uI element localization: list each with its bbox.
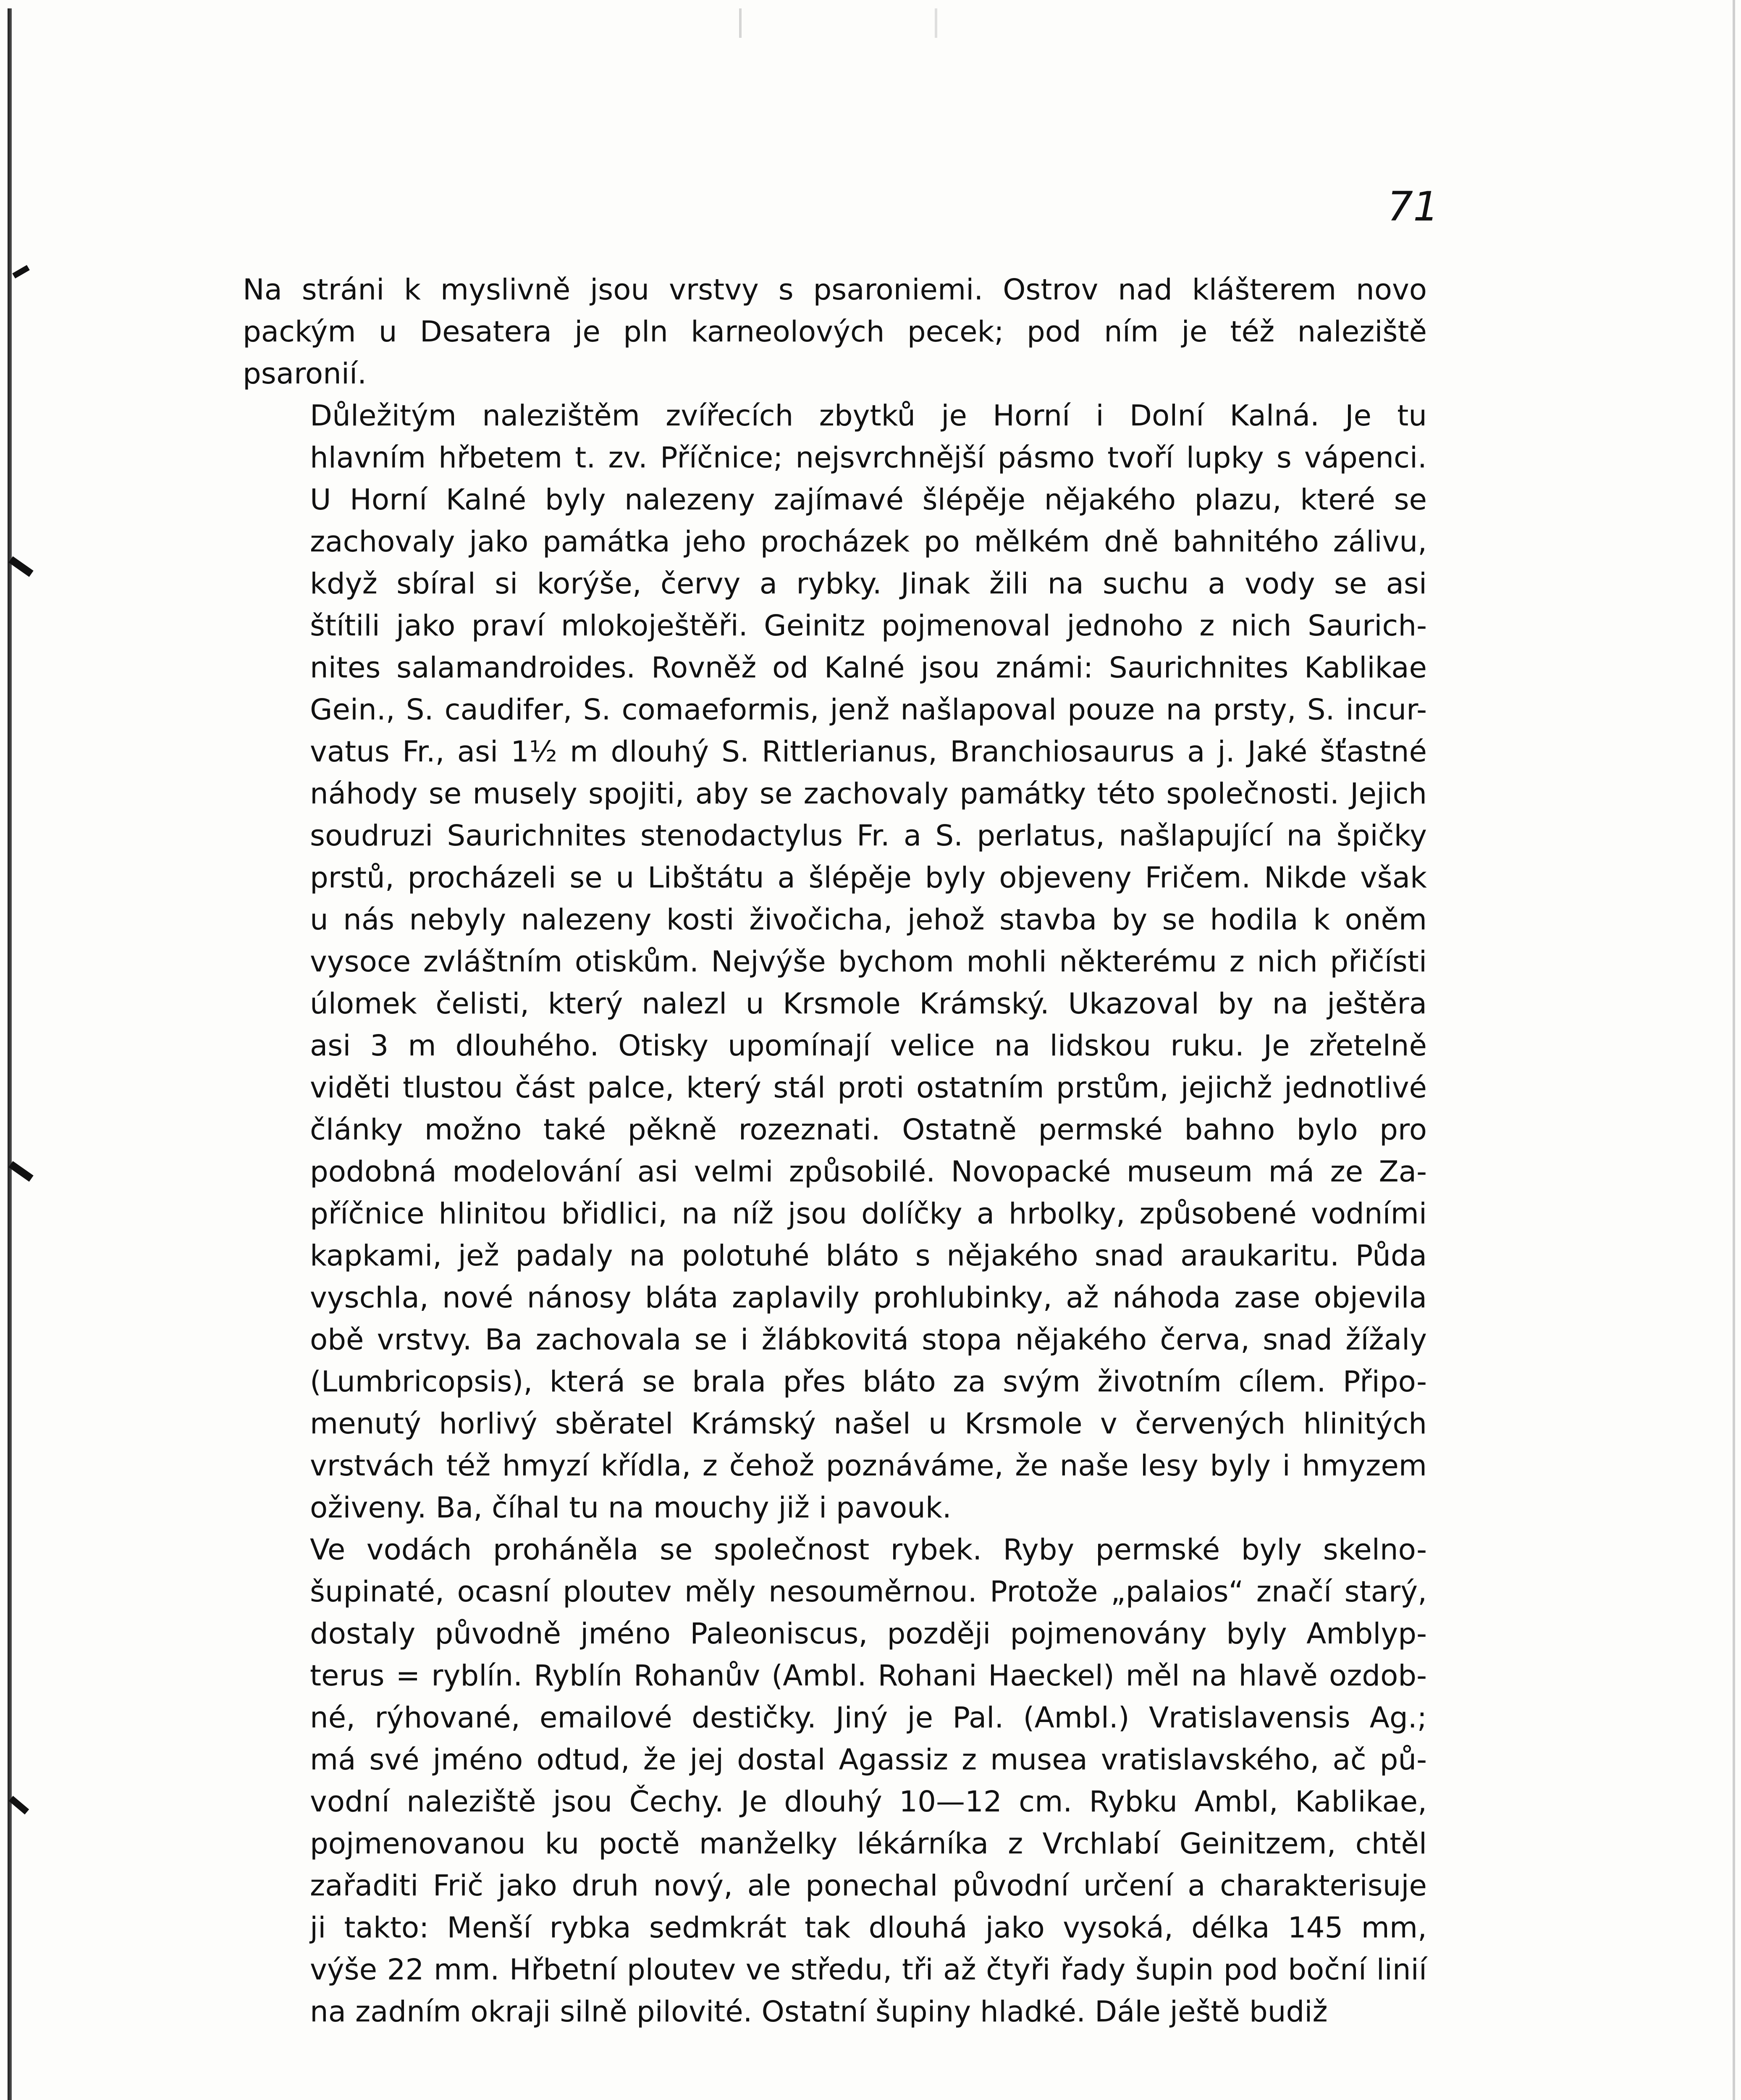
scan-mark-2 (8, 556, 33, 577)
scan-mark-3 (8, 1161, 33, 1181)
text-line: ji takto: Menší rybka sedmkrát tak dlouhá jako vysoká, délka 145 mm, (310, 1911, 1427, 1945)
page-number: 71 (1387, 183, 1439, 230)
text-line: nites salamandroides. Rovněž od Kalné jsou známi: Saurichnites Kablikae (310, 651, 1427, 685)
text-line: vatus Fr., asi 1½ m dlouhý S. Rittlerianus, Branchiosaurus a j. Jaké šťastné (310, 735, 1427, 769)
text-line: u nás nebyly nalezeny kosti živočicha, jehož stavba by se hodila k oněm (310, 903, 1427, 937)
paragraph (243, 269, 1427, 395)
text-line: terus = ryblín. Ryblín Rohanův (Ambl. Rohani Haeckel) měl na hlavě ozdob- (310, 1659, 1427, 1693)
paragraph (243, 395, 1427, 1529)
text-line: né, rýhované, emailové destičky. Jiný je Pal. (Ambl.) Vratislavensis Ag.; (310, 1701, 1427, 1735)
text-line: oživeny. Ba, číhal tu na mouchy již i pavouk. (310, 1491, 952, 1525)
scan-edge-right (1733, 0, 1735, 2100)
text-line: úlomek čelisti, který nalezl u Krsmole Krámský. Ukazoval by na ještěra (310, 987, 1427, 1021)
text-line: Ve vodách proháněla se společnost rybek. Ryby permské byly skelno- (310, 1533, 1427, 1567)
text-line: psaronií. (243, 357, 367, 391)
text-line: packým u Desatera je pln karneolových pecek; pod ním je též naleziště (243, 315, 1427, 349)
text-line: soudruzi Saurichnites stenodactylus Fr. a S. perlatus, našlapující na špičky (310, 819, 1427, 853)
text-line: dostaly původně jméno Paleoniscus, později pojmenovány byly Amblyp- (310, 1617, 1427, 1651)
text-line: příčnice hlinitou břidlici, na níž jsou dolíčky a hrbolky, způsobené vodními (310, 1197, 1427, 1231)
text-line: menutý horlivý sběratel Krámský našel u Krsmole v červených hlinitých (310, 1407, 1427, 1441)
scan-mark-1 (12, 265, 30, 278)
text-line: Gein., S. caudifer, S. comaeformis, jenž našlapoval pouze na prsty, S. incur- (310, 693, 1427, 727)
text-line: pojmenovanou ku poctě manželky lékárníka z Vrchlabí Geinitzem, chtěl (310, 1827, 1427, 1861)
text-line: kapkami, jež padaly na polotuhé bláto s nějakého snad araukaritu. Půda (310, 1239, 1427, 1273)
text-line: články možno také pěkně rozeznati. Ostatně permské bahno bylo pro (310, 1113, 1427, 1147)
text-line: když sbíral si korýše, červy a rybky. Jinak žili na suchu a vody se asi (310, 567, 1427, 601)
text-line: má své jméno odtud, že jej dostal Agassiz z musea vratislavského, ač pů- (310, 1743, 1427, 1777)
text-line: U Horní Kalné byly nalezeny zajímavé šlépěje nějakého plazu, které se (310, 483, 1427, 517)
text-line: prstů, procházeli se u Libštátu a šlépěje byly objeveny Fričem. Nikde však (310, 861, 1427, 895)
body-text (243, 269, 1427, 2033)
text-line: náhody se musely spojiti, aby se zachovaly památky této společnosti. Jejich (310, 777, 1427, 811)
text-line: podobná modelování asi velmi způsobilé. Novopacké museum má ze Za- (310, 1155, 1427, 1189)
text-line: vysoce zvláštním otiskům. Nejvýše bychom mohli některému z nich přičísti (310, 945, 1427, 979)
scan-artifact-top (739, 8, 937, 38)
text-line: zařaditi Frič jako druh nový, ale ponechal původní určení a charakterisuje (310, 1869, 1427, 1903)
text-line: asi 3 m dlouhého. Otisky upomínají velice na lidskou ruku. Je zřetelně (310, 1029, 1427, 1063)
text-line: štítili jako praví mlokoještěři. Geinitz pojmenoval jednoho z nich Saurich- (310, 609, 1427, 643)
text-line: výše 22 mm. Hřbetní ploutev ve středu, tři až čtyři řady šupin pod boční linií (310, 1953, 1427, 1987)
paragraph (243, 1529, 1427, 2033)
text-line: Důležitým nalezištěm zvířecích zbytků je Horní i Dolní Kalná. Je tu (310, 399, 1427, 433)
scan-edge-left (8, 8, 12, 2100)
text-line: šupinaté, ocasní ploutev měly nesouměrnou. Protože „palaios“ značí starý, (310, 1575, 1427, 1609)
text-line: vyschla, nové nánosy bláta zaplavily prohlubinky, až náhoda zase objevila (310, 1281, 1427, 1315)
text-line: vodní naleziště jsou Čechy. Je dlouhý 10—12 cm. Rybku Ambl, Kablikae, (310, 1785, 1427, 1819)
text-line: obě vrstvy. Ba zachovala se i žlábkovitá stopa nějakého červa, snad žížaly (310, 1323, 1427, 1357)
text-line: na zadním okraji silně pilovité. Ostatní šupiny hladké. Dále ještě budiž (310, 1995, 1328, 2029)
text-line: vrstvách též hmyzí křídla, z čehož poznáváme, že naše lesy byly i hmyzem (310, 1449, 1427, 1483)
text-line: hlavním hřbetem t. zv. Příčnice; nejsvrchnější pásmo tvoří lupky s vápenci. (310, 441, 1427, 475)
text-line: zachovaly jako památka jeho procházek po mělkém dně bahnitého zálivu, (310, 525, 1427, 559)
text-line: viděti tlustou část palce, který stál proti ostatním prstům, jejichž jednotlivé (310, 1071, 1427, 1105)
text-line: (Lumbricopsis), která se brala přes bláto za svým životním cílem. Připo- (310, 1365, 1427, 1399)
text-line: Na stráni k myslivně jsou vrstvy s psaroniemi. Ostrov nad klášterem novo (243, 273, 1427, 307)
